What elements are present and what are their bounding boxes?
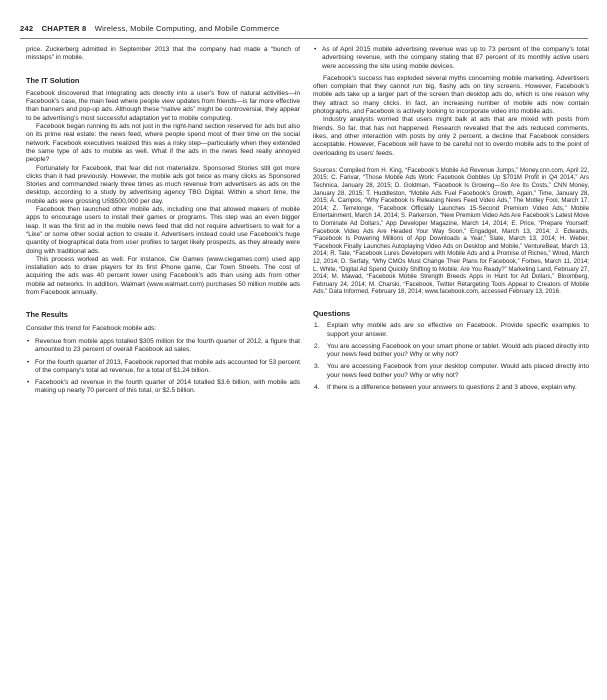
question-number: 2. (314, 342, 320, 350)
question-text: You are accessing Facebook from your desktop computer. Would ads placed directly into your news feed bother you? Why or why not? (327, 363, 589, 379)
it-paragraph: This process worked as well. For instance, Cie Games (www.ciegames.com) used app installation ads to draw players for its first iPhone game, Car Town Streets. The cost of acquiring the ads was 40 percent lower using Facebook’s ads than using ads from other mobile ad networks. In addition, Walmart (www.walmart.com) purchases 50 million mobile ads from Facebook annually. (26, 255, 300, 297)
question-number: 1. (314, 322, 320, 330)
question-number: 3. (314, 363, 320, 371)
it-paragraph: Fortunately for Facebook, that fear did not materialize. Sponsored Stories still got more clicks than it had previously. However, the mobile ads got twice as many clicks as Sponsored Stories and commanded nearly three times as much revenue from advertisers as ads on the desktop, according to a study by advertising agency TBG Digital. Within a short time, the mobile ads were grossing US$500,000 per day. (26, 164, 300, 205)
results-bullet: • For the fourth quarter of 2013, Facebook reported that mobile ads accounted for 53 percent of the company’s total ad revenue, for a total of $1.24 billion. (26, 359, 300, 376)
it-solution-heading: The IT Solution (26, 75, 80, 85)
question-item (313, 363, 589, 380)
sources-citation: Sources: Compiled from H. King, “Facebook’s Mobile Ad Revenue Jumps,” Money.cnn.com, April 22, 2015; C. Farivar, “Those Mobile Ads Work: Facebook Gobbles Up $701M Profit in Q4 2014,” Ars Technica, January 28, 2015; D. Goldman, “Facebook Is Growing—So Are Its Costs,” CNN Money, January 28, 2015; T. Huddleston, “Mobile Ads Fuel Facebook’s Growth, Again,” Time, January 28, 2015; A. Campos, “Why Facebook Is Releasing News Feed Video Ads,” The Motley Fool, March 17, 2014; Z. Terrelonge, “Facebook Officially Launches 15-Second Premium Video Ads,” Mobile Entertainment, March 14, 2014; S. Parkerson, “New Premium Video Ads Are Facebook’s Latest Move to Dominate Ad Dollars,” App Developer Magazine, March 14, 2014; E. Price, “Prepare Yourself: Facebook Video Ads Are Headed Your Way Soon,” Engadget, March 13, 2014; J. Edwards, “Facebook Is Powering Millions of App Downloads a Year,” Slate, March 13, 2014; H. Weber, “Facebook Finally Launches Autoplaying Video Ads on Desktop and Mobile,” VentureBeat, March 13, 2014; R. Tate, “Facebook Lures Developers with Mobile Ads and a Promise of Riches,” Wired, March 12, 2014; D. Serfaty, “Why CMOs Must Change Their Plans for Facebook,” Forbes, March 11, 2014; L. White, “Digital Ad Spend Quickly Shifting to Mobile: Are You Ready?” Marketing Land, February 27, 2014; M. Mawad, “Facebook Mobile Strength Breeds Apps in Hunt for Ad Dollars,” Bloomberg, February 24, 2014; M. Charski, “Facebook, Twitter Retargeting Tools Appeal to Creators of Mobile Ads,” Data Informed, February 18, 2014; www.facebook.com, accessed February 13, 2016. (313, 166, 589, 296)
question-text: You are accessing Facebook on your smart phone or tablet. Would ads placed directly into your news feed bother you? Why or why not? (327, 342, 589, 359)
question-item (313, 322, 589, 339)
question-number: 4. (314, 384, 320, 392)
chapter-title: Wireless, Mobile Computing, and Mobile Commerce (94, 24, 280, 33)
question-item (313, 384, 589, 392)
body-paragraph: Facebook’s success has exploded several myths concerning mobile marketing. Advertisers often complain that they cannot run big, flashy ads on tiny screens. However, Facebook’s mobile ads take up a larger part of the screen than desktop ads do, which is one reason why they attract so many clicks. In fact, an increasing number of mobile ads now contain photographs, and Facebook is actively looking to incorporate video into mobile ads. (313, 74, 589, 116)
results-heading: The Results (26, 310, 68, 320)
questions-list (313, 322, 589, 392)
results-intro: Consider this trend for Facebook mobile ads: (26, 324, 157, 332)
question-text: If there is a difference between your answers to questions 2 and 3 above, explain why. (327, 384, 577, 392)
right-column (313, 46, 589, 396)
results-bullet: • As of April 2015 mobile advertising revenue was up to 73 percent of the company’s total advertising revenue, with the company stating that 87 percent of its monthly active users were accessing the site using mobile devices. (313, 46, 589, 71)
intro-paragraph: price. Zuckerberg admitted in September 2013 that the company had made a “bunch of missteps” in mobile. (26, 46, 300, 62)
results-list (26, 338, 300, 396)
it-paragraph: Facebook began running its ads not just in the right-hand section reserved for ads but also on its prime real estate: the news feed, where people spend most of their time on the social network. Facebook executives realized this was a risky step—particularly when they extended the same type of ads to mobile as well. What if the ads in the news feed really annoyed people? (26, 123, 300, 164)
questions-heading: Questions (313, 308, 351, 318)
left-column (26, 46, 300, 400)
chapter-label: CHAPTER 8 (41, 24, 87, 33)
results-bullet: • Revenue from mobile apps totalled $305 million for the fourth quarter of 2012, a figure that amounted to 23 percent of overall Facebook ad sales. (26, 338, 300, 355)
results-bullet: • Facebook’s ad revenue in the fourth quarter of 2014 totalled $3.6 billion, with mobile ads making up nearly 70 percent of this total, or $2.5 billion. (26, 379, 300, 396)
header-rule (20, 38, 588, 39)
body-paragraph: Industry analysts worried that users might balk at ads that are mixed with posts from friends. So far, that has not happened. Research revealed that the ads reduced comments, likes, and other interaction with posts by only 2 percent, a decline that Facebook considers acceptable. However, Facebook will have to be careful not to overdo mobile ads to the point of overloading its users’ feeds. (313, 116, 589, 157)
it-paragraph: Facebook then launched other mobile ads, including one that allowed makers of mobile apps to encourage users to install their games or programs. This step was an even bigger leap. It was the first ad in the mobile news feed that did not require advertisers to wait for a “Like” or some other social action to create it. Advertisers instead could use Facebook’s huge quantity of biographical data from user profiles to target likely prospects, as they already were doing with traditional ads. (26, 206, 300, 255)
page-number: 242 (20, 24, 34, 33)
it-paragraph: Facebook discovered that integrating ads directly into a user’s flow of natural activities—in Facebook’s case, the main feed where people view updates from friends—is far more effective than banners and pop-up ads. Although these “native ads” might be controversial, they appear to be advertising’s most successful adaptation yet to mobile computing. (26, 89, 300, 122)
question-text: Explain why mobile ads are so effective on Facebook. Provide specific examples to support your answer. (327, 322, 589, 338)
results-list-continued (313, 46, 589, 71)
running-header (20, 24, 279, 33)
question-item (313, 343, 589, 360)
